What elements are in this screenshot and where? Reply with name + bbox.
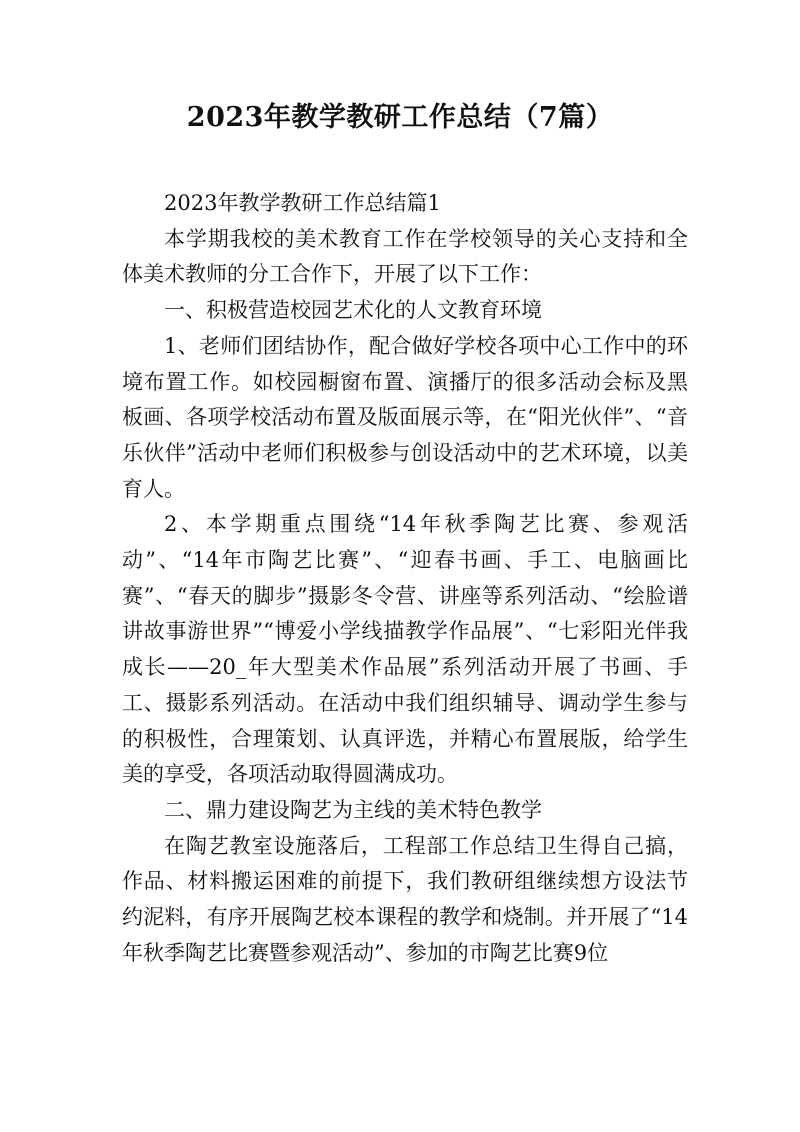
item-1-paragraph: 1、老师们团结协作，配合做好学校各项中心工作中的环境布置工作。如校园橱窗布置、演播厅的很多活动会标及黑板画、各项学校活动布置及版面展示等，在“阳光伙伴”、“音乐伙伴”活动中老师们积极参与创设活动中的艺术环境，以美育人。 (122, 333, 688, 501)
section-subtitle: 2023年教学教研工作总结篇1 (164, 191, 441, 215)
document-body (122, 186, 688, 971)
item-2-paragraph: 2、本学期重点围绕“14年秋季陶艺比赛、参观活动”、“14年市陶艺比赛”、“迎春书画、手工、电脑画比赛”、“春天的脚步”摄影冬令营、讲座等系列活动、“绘脸谱讲故事游世界”“博爱小学线描教学作品展”、“七彩阳光伴我成长——20_年大型美术作品展”系列活动开展了书画、手工、摄影系列活动。在活动中我们组织辅导、调动学生参与的积极性，合理策划、认真评选，并精心布置展版，给学生美的享受，各项活动取得圆满成功。 (122, 512, 688, 787)
intro-paragraph: 本学期我校的美术教育工作在学校领导的关心支持和全体美术教师的分工合作下，开展了以下工作： (122, 226, 688, 287)
section-1-heading: 一、积极营造校园艺术化的人文教育环境 (164, 298, 542, 323)
item-3-paragraph: 在陶艺教室设施落后，工程部工作总结卫生得自己搞，作品、材料搬运困难的前提下，我们教研组继续想方设法节约泥料，有序开展陶艺校本课程的教学和烧制。并开展了“14年秋季陶艺比赛暨参观活动”、参加的市陶艺比赛9位 (122, 833, 688, 965)
document-title: 2023年教学教研工作总结（7篇） (186, 102, 614, 133)
section-2-heading: 二、鼎力建设陶艺为主线的美术特色教学 (164, 797, 542, 822)
